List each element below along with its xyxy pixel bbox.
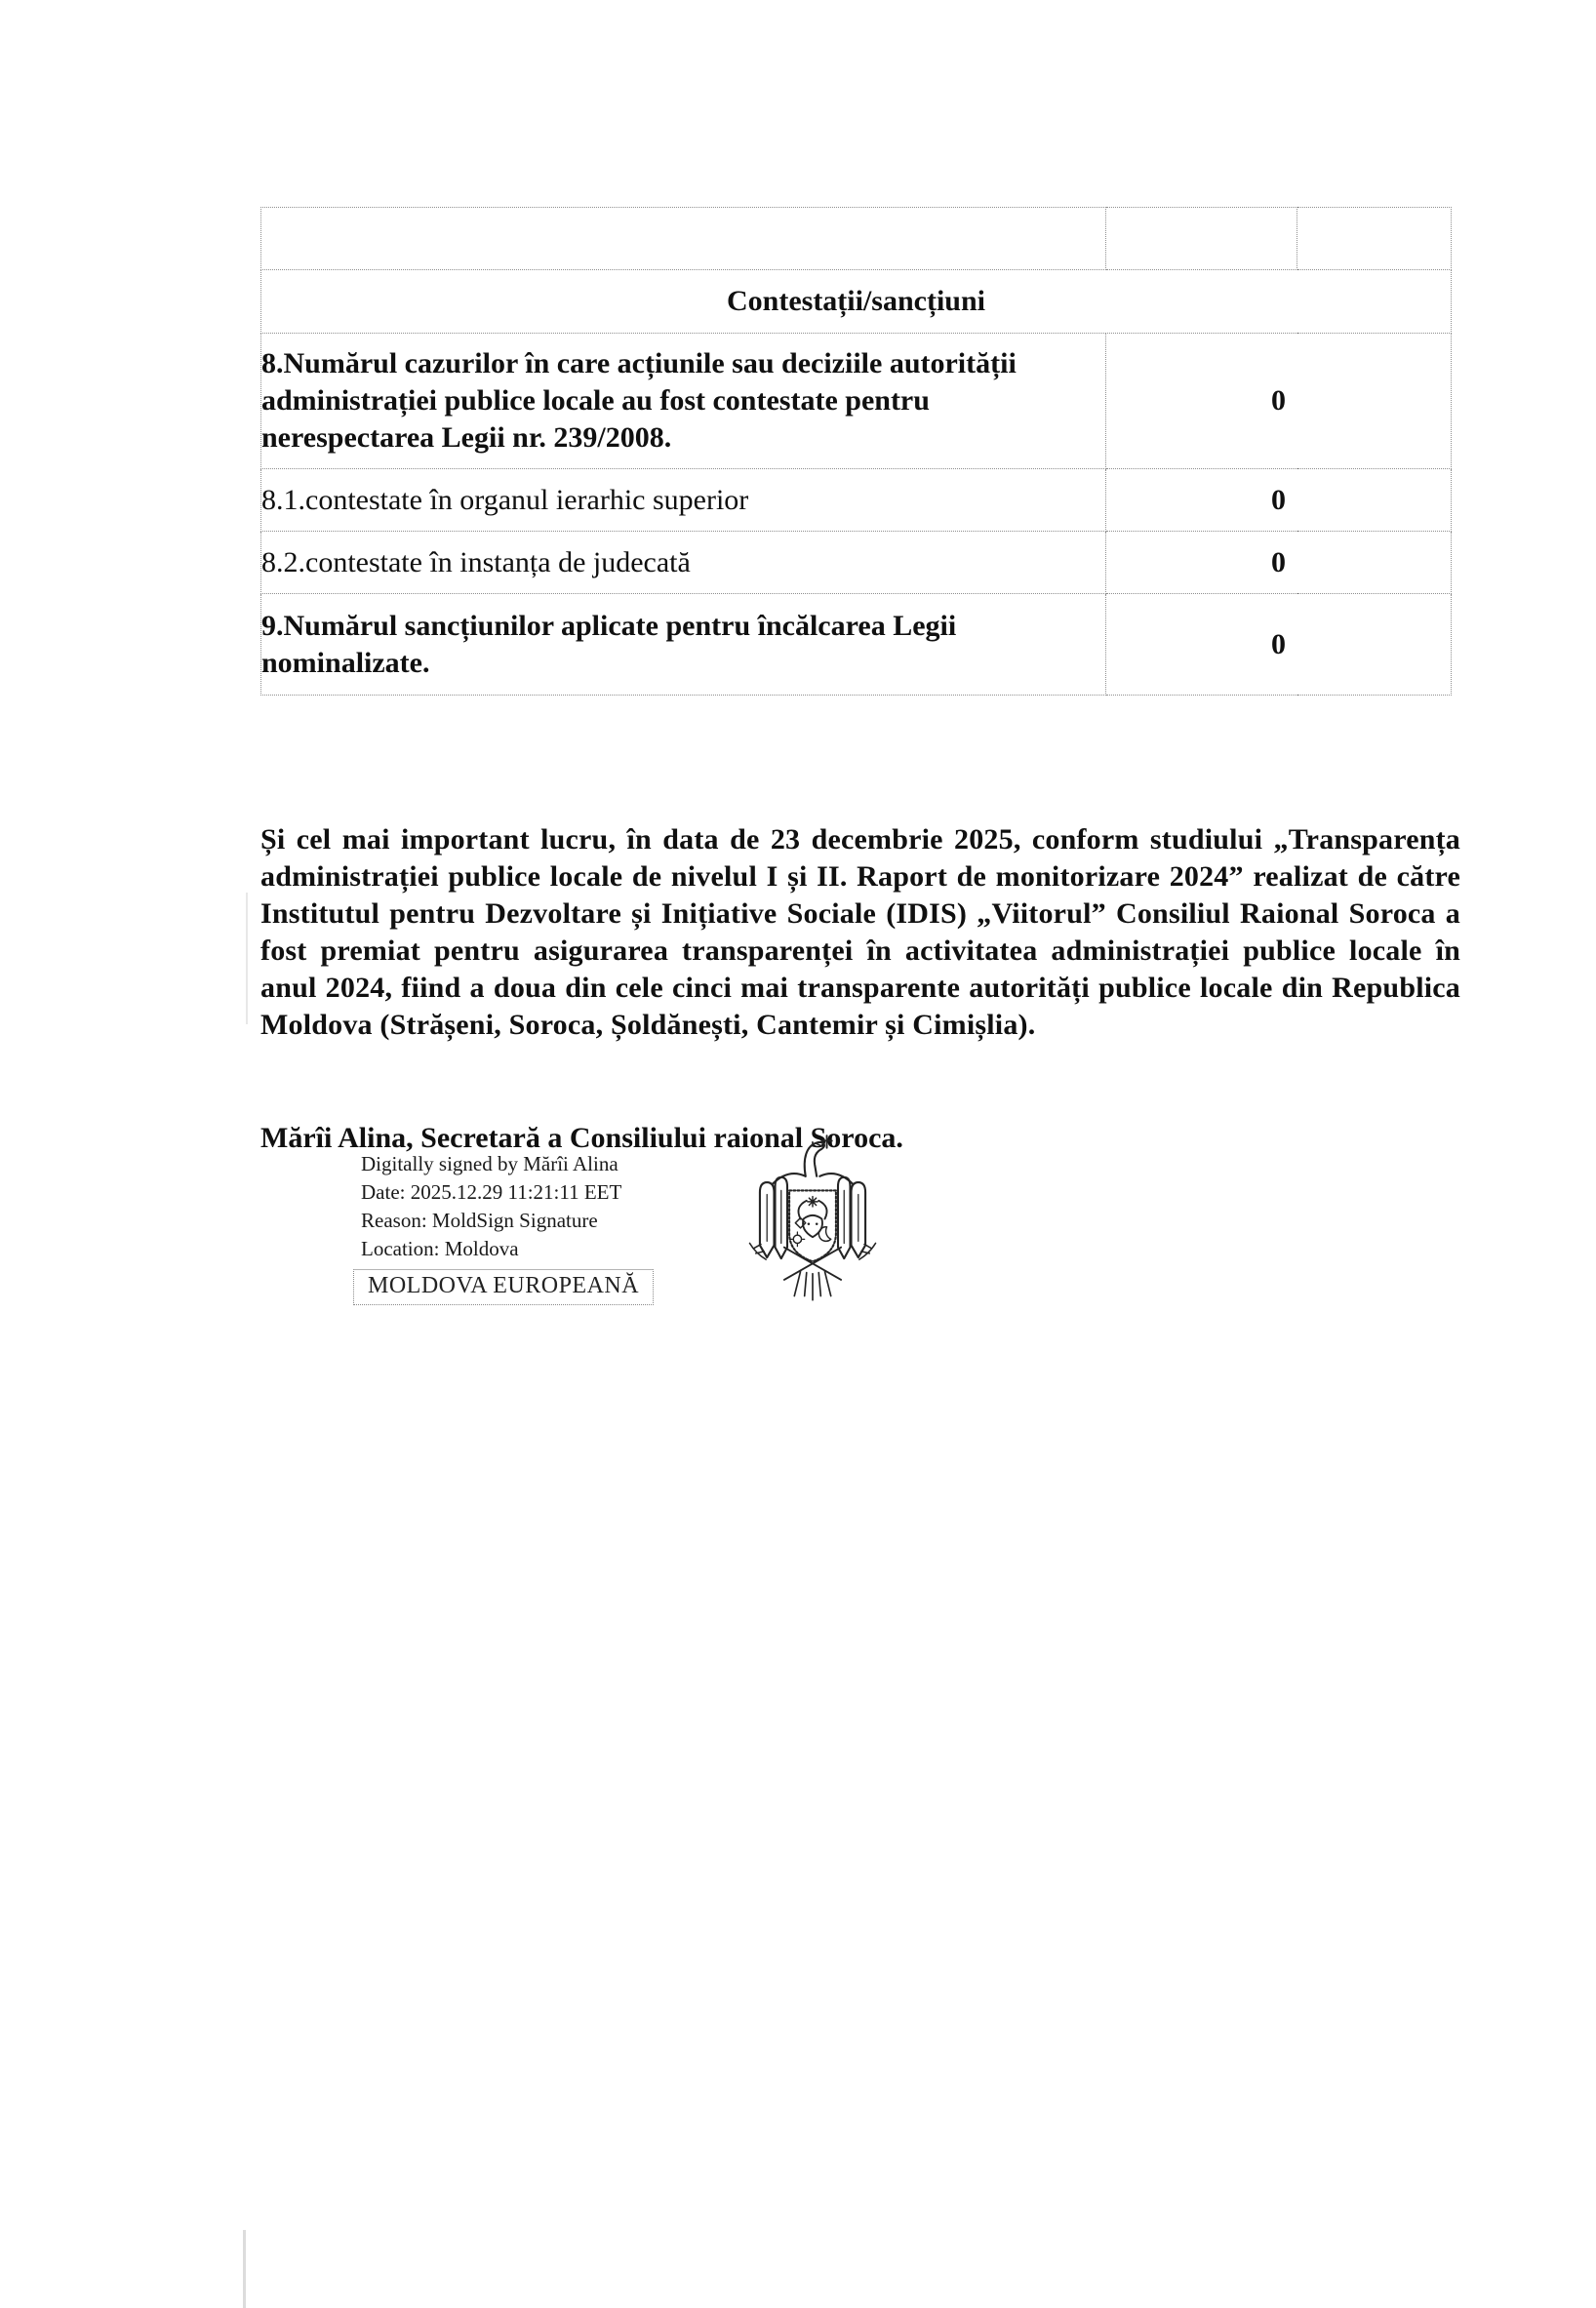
signature-signed-by: Digitally signed by Mărîi Alina [361,1152,618,1175]
table-row [261,208,1452,270]
table-row [261,532,1452,594]
table-row [261,594,1452,696]
empty-cell [1297,208,1452,270]
empty-cell [261,208,1106,270]
signature-badge: MOLDOVA EUROPEANĂ [353,1269,654,1305]
digital-signature-block [361,1150,654,1305]
empty-cell [1106,208,1297,270]
scan-artifact-line [246,893,248,1024]
row-8-1-label: 8.1.contestate în organul ierarhic superior [261,469,1106,532]
row-8-label: 8.Numărul cazurilor în care acțiunile sau deciziile autorității administrației publice locale au fost contestate pentru nerespectarea Legii nr. 239/2008. [261,334,1106,469]
moldova-coat-of-arms-icon [739,1130,886,1307]
signatory-line: Mărîi Alina, Secretară a Consiliului raional Soroca. [260,1122,903,1154]
contestations-sanctions-table [260,207,1452,696]
row-8-value: 0 [1106,334,1452,469]
row-8-2-value: 0 [1106,532,1452,594]
table-row [261,469,1452,532]
table-section-header-row [261,270,1452,334]
row-8-2-label: 8.2.contestate în instanța de judecată [261,532,1106,594]
signature-location: Location: Moldova [361,1237,519,1260]
row-8-1-value: 0 [1106,469,1452,532]
table-row [261,334,1452,469]
row-9-label: 9.Numărul sancțiunilor aplicate pentru încălcarea Legii nominalizate. [261,594,1106,696]
award-paragraph: Și cel mai important lucru, în data de 23 decembrie 2025, conform studiului „Transparența administrației publice locale de nivelul I și II. Raport de monitorizare 2024” realizat de către Institutul pentru Dezvoltare și Inițiative Sociale (IDIS) „Viitorul” Consiliul Raional Soroca a fost premiat pentru asigurarea transparenței în activitatea administrației publice locale în anul 2024, fiind a doua din cele cinci mai transparente autorități publice locale din Republica Moldova (Strășeni, Soroca, Șoldănești, Cantemir și Cimișlia). [260,823,1460,1041]
table-section-header: Contestații/sancțiuni [261,270,1452,334]
scan-artifact-line [243,2230,246,2308]
row-9-value: 0 [1106,594,1452,696]
signature-date: Date: 2025.12.29 11:21:11 EET [361,1180,622,1204]
signature-reason: Reason: MoldSign Signature [361,1209,598,1232]
